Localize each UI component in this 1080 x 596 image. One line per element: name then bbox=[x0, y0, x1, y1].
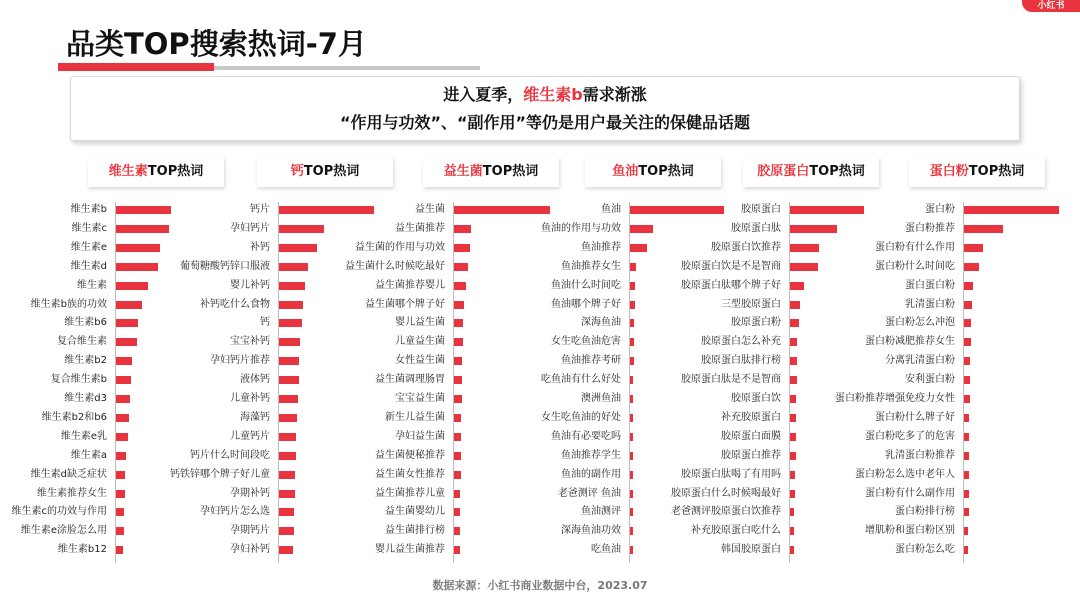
bar-label: 新生儿益生菌 bbox=[385, 411, 445, 423]
bar bbox=[790, 433, 796, 441]
bar-label: 婴儿益生菌 bbox=[395, 317, 445, 329]
bar-label: 复合维生素 bbox=[57, 336, 107, 348]
bar-label: 蛋白粉推荐 bbox=[905, 222, 955, 234]
bar-label: 蛋白粉排行榜 bbox=[895, 506, 955, 518]
bar bbox=[790, 490, 795, 498]
bar-label: 孕期补钙 bbox=[230, 487, 270, 499]
chart-title-highlight: 益生菌 bbox=[443, 164, 483, 179]
bar-label: 益生菌排行榜 bbox=[385, 525, 445, 537]
bar-label: 蛋白粉有什么作用 bbox=[875, 241, 955, 253]
bar bbox=[116, 282, 148, 290]
bar-label: 益生菌 bbox=[415, 204, 445, 215]
bar bbox=[279, 357, 299, 365]
bar bbox=[116, 338, 137, 346]
bar bbox=[964, 471, 969, 479]
bar-label: 胶原蛋白肽排行榜 bbox=[701, 355, 781, 367]
bar-label: 胶原蛋白饮是不是智商 bbox=[681, 260, 781, 272]
bar bbox=[964, 508, 969, 516]
bar-label: 女性益生菌 bbox=[395, 355, 445, 367]
bar-label: 胶原蛋白饮 bbox=[731, 393, 781, 404]
bar-label: 葡萄糖酸钙锌口服液 bbox=[180, 260, 270, 272]
bar bbox=[964, 414, 969, 422]
bar bbox=[790, 376, 797, 384]
chart-title-highlight: 维生素 bbox=[108, 164, 148, 179]
bar-label: 鱼油哪个牌子好 bbox=[551, 298, 621, 310]
bar bbox=[790, 546, 794, 554]
bar-label: 三型胶原蛋白 bbox=[721, 298, 781, 310]
summary-box bbox=[70, 76, 1020, 141]
bar bbox=[116, 244, 160, 252]
bar-label: 益生菌什么时候吃最好 bbox=[345, 260, 445, 272]
bar-label: 老爸测评胶原蛋白饮推荐 bbox=[671, 506, 781, 518]
bar-label: 维生素e bbox=[70, 241, 107, 253]
bar-label: 胶原蛋白推荐 bbox=[721, 449, 781, 461]
bar-label: 儿童益生菌 bbox=[395, 336, 445, 348]
bar bbox=[964, 225, 1003, 233]
chart-6-title bbox=[909, 157, 1045, 187]
bar-label: 蛋白粉怎么吃 bbox=[895, 544, 955, 556]
bar bbox=[116, 452, 126, 460]
bar bbox=[454, 490, 460, 498]
bar bbox=[454, 376, 462, 384]
bar bbox=[964, 433, 969, 441]
bar bbox=[279, 338, 300, 346]
chart-3-title bbox=[423, 157, 559, 187]
bar bbox=[116, 225, 169, 233]
chart-title-highlight: 胶原蛋白 bbox=[757, 164, 810, 179]
bar bbox=[454, 244, 470, 252]
bar-label: 鱼油测评 bbox=[581, 506, 621, 518]
bar bbox=[630, 338, 634, 346]
bar bbox=[279, 452, 296, 460]
bar bbox=[630, 376, 633, 384]
bar bbox=[630, 508, 633, 516]
bar-label: 益生菌便秘推荐 bbox=[375, 449, 445, 461]
bar-label: 益生菌推荐婴儿 bbox=[375, 279, 445, 291]
bar-label: 鱼油推荐女生 bbox=[561, 260, 621, 272]
bar-label: 复合维生素b bbox=[50, 374, 107, 386]
bar bbox=[454, 319, 463, 327]
bar-label: 蛋白粉什么牌子好 bbox=[875, 411, 955, 423]
chart-5-title bbox=[743, 157, 879, 187]
bar bbox=[790, 244, 819, 252]
bar-label: 女生吃鱼油危害 bbox=[551, 336, 621, 348]
bar bbox=[630, 225, 653, 233]
bar-label: 乳清蛋白粉 bbox=[905, 298, 955, 310]
bar bbox=[964, 301, 972, 309]
bar-label: 益生菌调理肠胃 bbox=[375, 374, 445, 386]
bar bbox=[454, 452, 461, 460]
bar bbox=[964, 452, 969, 460]
bar-label: 维生素b族的功效 bbox=[30, 298, 107, 310]
bar-label: 蛋白粉有什么副作用 bbox=[865, 487, 955, 499]
bar-label: 胶原蛋白饮推荐 bbox=[711, 241, 781, 253]
bar bbox=[279, 395, 298, 403]
bar bbox=[964, 263, 979, 271]
bar bbox=[454, 433, 461, 441]
bar bbox=[279, 244, 317, 252]
bar bbox=[630, 263, 636, 271]
bar-label: 老爸测评 鱼油 bbox=[557, 487, 621, 499]
bar bbox=[116, 471, 125, 479]
bar bbox=[454, 546, 460, 554]
bar bbox=[630, 357, 634, 365]
bar bbox=[116, 263, 158, 271]
bar-label: 鱼油有必要吃吗 bbox=[551, 430, 621, 442]
bar bbox=[964, 546, 968, 554]
bar-label: 孕妇钙片 bbox=[230, 222, 270, 234]
bar bbox=[964, 282, 973, 290]
bar bbox=[279, 282, 305, 290]
bar bbox=[630, 414, 633, 422]
bar bbox=[630, 471, 633, 479]
bar bbox=[964, 206, 1059, 214]
bar bbox=[630, 206, 724, 214]
bar bbox=[790, 338, 797, 346]
bar bbox=[454, 206, 550, 214]
bar bbox=[790, 206, 864, 214]
bar-label: 分离乳清蛋白粉 bbox=[885, 355, 955, 367]
bar-label: 维生素e乳 bbox=[60, 430, 107, 442]
bar bbox=[116, 206, 171, 214]
bar bbox=[279, 471, 295, 479]
bar bbox=[630, 433, 633, 441]
bar-label: 维生素b2和b6 bbox=[41, 411, 107, 423]
bar bbox=[454, 225, 471, 233]
bar-label: 补钙 bbox=[250, 241, 270, 253]
bar bbox=[964, 357, 970, 365]
chart-title-rest: TOP热词 bbox=[482, 164, 539, 179]
bar-label: 补充胶原蛋白吃什么 bbox=[691, 525, 781, 537]
bar-label: 益生菌推荐儿童 bbox=[375, 487, 445, 499]
bar-label: 蛋白粉推荐增强免疫力女性 bbox=[835, 393, 955, 404]
chart-4-title bbox=[585, 157, 721, 187]
bar bbox=[116, 395, 130, 403]
bar-label: 吃鱼油有什么好处 bbox=[541, 374, 621, 386]
bar bbox=[116, 508, 124, 516]
bar bbox=[279, 527, 294, 535]
bar bbox=[630, 546, 633, 554]
bar-label: 宝宝补钙 bbox=[230, 336, 270, 348]
bar bbox=[964, 319, 971, 327]
bar-label: 钙铁锌哪个牌子好儿童 bbox=[170, 468, 270, 480]
bar-label: 益生菌推荐 bbox=[395, 222, 445, 234]
bar-label: 孕妇益生菌 bbox=[395, 430, 445, 442]
bar bbox=[630, 301, 635, 309]
bar bbox=[279, 319, 302, 327]
bar-label: 维生素e涂脸怎么用 bbox=[20, 525, 107, 537]
title-underline-accent bbox=[58, 63, 214, 71]
bar bbox=[790, 452, 796, 460]
bar bbox=[454, 471, 461, 479]
bar-label: 孕期钙片 bbox=[230, 525, 270, 537]
bar bbox=[790, 471, 795, 479]
bar bbox=[790, 319, 799, 327]
bar bbox=[454, 282, 466, 290]
bar bbox=[279, 263, 308, 271]
bar-label: 女生吃鱼油的好处 bbox=[541, 411, 621, 423]
bar bbox=[116, 319, 138, 327]
bar-label: 钙片 bbox=[250, 204, 270, 215]
bar-label: 增肌粉和蛋白粉区别 bbox=[865, 525, 955, 537]
bar bbox=[790, 395, 796, 403]
bar bbox=[116, 301, 142, 309]
bar bbox=[279, 225, 324, 233]
bar bbox=[454, 414, 461, 422]
bar-label: 益生菌的作用与功效 bbox=[355, 241, 445, 253]
bar bbox=[964, 395, 970, 403]
bar-label: 孕妇钙片怎么选 bbox=[200, 506, 270, 518]
bar bbox=[964, 527, 968, 535]
bar-label: 儿童补钙 bbox=[230, 393, 270, 404]
bar-label: 维生素b2 bbox=[64, 355, 107, 367]
bar bbox=[790, 357, 797, 365]
bar bbox=[279, 206, 374, 214]
bar bbox=[279, 508, 294, 516]
bar-label: 益生菌女性推荐 bbox=[375, 468, 445, 480]
bar-label: 胶原蛋白肽 bbox=[731, 222, 781, 234]
bar-label: 补钙吃什么食物 bbox=[200, 298, 270, 310]
bar-label: 胶原蛋白 bbox=[741, 204, 781, 215]
summary-line-2: “作用与功效”、“副作用”等仍是用户最关注的保健品话题 bbox=[339, 113, 751, 132]
bar-label: 维生素 bbox=[77, 279, 107, 291]
bar bbox=[279, 301, 303, 309]
bar bbox=[630, 490, 633, 498]
bar-label: 维生素推荐女生 bbox=[37, 487, 107, 499]
bar bbox=[790, 508, 794, 516]
bar bbox=[790, 301, 800, 309]
bar bbox=[630, 244, 647, 252]
bar-label: 维生素b6 bbox=[64, 317, 107, 329]
summary-line-1 bbox=[71, 84, 1019, 106]
bar-label: 蛋白粉什么时间吃 bbox=[875, 260, 955, 272]
page-title: 品类TOP搜索热词-7月 bbox=[66, 27, 367, 61]
bar-label: 益生菌哪个牌子好 bbox=[365, 298, 445, 310]
bar-label: 胶原蛋白肽喝了有用吗 bbox=[681, 468, 781, 480]
bar bbox=[454, 338, 463, 346]
bar-label: 维生素c的功效与作用 bbox=[11, 506, 107, 518]
bar-label: 澳洲鱼油 bbox=[581, 393, 621, 404]
bar bbox=[454, 263, 468, 271]
bar bbox=[454, 527, 460, 535]
bar bbox=[630, 395, 633, 403]
bar bbox=[454, 357, 462, 365]
bar-label: 蛋白粉怎么选中老年人 bbox=[855, 468, 955, 480]
bar bbox=[116, 433, 128, 441]
bar-label: 胶原蛋白怎么补充 bbox=[701, 336, 781, 348]
bar-label: 钙 bbox=[260, 317, 270, 329]
bar-label: 维生素d bbox=[70, 260, 107, 272]
bar bbox=[279, 546, 293, 554]
chart-1-title bbox=[88, 157, 224, 187]
bar-label: 儿童钙片 bbox=[230, 430, 270, 442]
chart-title-highlight: 钙 bbox=[290, 164, 304, 179]
bar bbox=[790, 225, 837, 233]
bar-label: 维生素c bbox=[71, 222, 107, 234]
bar-label: 深海鱼油 bbox=[581, 317, 621, 329]
bar bbox=[116, 490, 125, 498]
bar bbox=[630, 452, 633, 460]
bar bbox=[454, 395, 462, 403]
chart-title-rest: TOP热词 bbox=[968, 164, 1025, 179]
bar bbox=[790, 414, 796, 422]
bar-label: 孕妇钙片推荐 bbox=[210, 355, 270, 367]
bar-label: 鱼油的作用与功效 bbox=[541, 222, 621, 234]
bar-label: 鱼油 bbox=[601, 204, 621, 215]
chart-2-title bbox=[257, 157, 393, 187]
bar-label: 胶原蛋白粉 bbox=[731, 317, 781, 329]
bar-label: 胶原蛋白肽是不是智商 bbox=[681, 374, 781, 386]
bar bbox=[964, 490, 969, 498]
bar-label: 蛋白粉吃多了的危害 bbox=[865, 430, 955, 442]
bar-label: 益生菌婴幼儿 bbox=[385, 506, 445, 518]
bar-label: 蛋白蛋白粉 bbox=[905, 279, 955, 291]
bar-label: 鱼油推荐考研 bbox=[561, 355, 621, 367]
bar-label: 安利蛋白粉 bbox=[905, 374, 955, 386]
bar-label: 韩国胶原蛋白 bbox=[721, 544, 781, 556]
chart-title-highlight: 鱼油 bbox=[612, 164, 639, 179]
bar bbox=[279, 490, 295, 498]
bar bbox=[630, 319, 634, 327]
summary-line-1-post: 需求渐涨 bbox=[582, 85, 647, 104]
bar-label: 蛋白粉怎么冲泡 bbox=[885, 317, 955, 329]
bar bbox=[116, 527, 124, 535]
bar-label: 维生素a bbox=[70, 449, 107, 461]
bar-label: 胶原蛋白什么时候喝最好 bbox=[671, 487, 781, 499]
bar bbox=[279, 433, 296, 441]
bar-label: 宝宝益生菌 bbox=[395, 393, 445, 404]
bar-label: 吃鱼油 bbox=[591, 544, 621, 556]
bar-label: 乳清蛋白粉推荐 bbox=[885, 449, 955, 461]
summary-highlight: 维生素b bbox=[523, 85, 583, 104]
chart-title-rest: TOP热词 bbox=[809, 164, 865, 179]
bar-label: 维生素d3 bbox=[64, 393, 107, 404]
bar bbox=[790, 527, 794, 535]
bar-label: 深海鱼油功效 bbox=[561, 525, 621, 537]
bar-label: 蛋白粉减肥推荐女生 bbox=[865, 336, 955, 348]
chart-title-rest: TOP热词 bbox=[147, 164, 204, 179]
bar bbox=[279, 376, 299, 384]
bar bbox=[790, 263, 818, 271]
bar-label: 婴儿补钙 bbox=[230, 279, 270, 291]
bar bbox=[630, 282, 635, 290]
bar bbox=[630, 527, 633, 535]
bar-label: 孕妇补钙 bbox=[230, 544, 270, 556]
bar-label: 婴儿益生菌推荐 bbox=[375, 544, 445, 556]
bar bbox=[116, 376, 131, 384]
bar-label: 鱼油的副作用 bbox=[561, 468, 621, 480]
bar-label: 胶原蛋白面膜 bbox=[721, 430, 781, 442]
bar-label: 海藻钙 bbox=[240, 411, 270, 423]
bar-label: 鱼油推荐学生 bbox=[561, 449, 621, 461]
bar bbox=[964, 338, 971, 346]
bar bbox=[454, 301, 464, 309]
bar-label: 补充胶原蛋白 bbox=[721, 411, 781, 423]
bar-label: 液体钙 bbox=[240, 374, 270, 386]
bar-label: 维生素b12 bbox=[57, 544, 107, 556]
bar-label: 钙片什么时间段吃 bbox=[190, 449, 270, 461]
bar bbox=[279, 414, 297, 422]
bar bbox=[116, 414, 129, 422]
bar-label: 胶原蛋白肽哪个牌子好 bbox=[681, 279, 781, 291]
bar bbox=[116, 357, 132, 365]
brand-badge: 小红书 bbox=[1022, 0, 1080, 12]
chart-title-rest: TOP热词 bbox=[303, 164, 360, 179]
bar bbox=[790, 282, 804, 290]
chart-title-rest: TOP热词 bbox=[638, 164, 694, 179]
bar bbox=[454, 508, 460, 516]
bar-label: 维生素d缺乏症状 bbox=[30, 468, 107, 480]
bar bbox=[116, 546, 123, 554]
chart-title-highlight: 蛋白粉 bbox=[929, 164, 969, 179]
bar bbox=[964, 376, 970, 384]
summary-line-1-pre: 进入夏季， bbox=[443, 85, 524, 104]
bar-label: 鱼油推荐 bbox=[581, 241, 621, 253]
bar bbox=[964, 244, 983, 252]
bar-label: 鱼油什么时间吃 bbox=[551, 279, 621, 291]
bar-label: 蛋白粉 bbox=[925, 204, 955, 215]
source-note: 数据来源：小红书商业数据中台，2023.07 bbox=[432, 579, 648, 592]
bar-label: 维生素b bbox=[70, 204, 107, 215]
